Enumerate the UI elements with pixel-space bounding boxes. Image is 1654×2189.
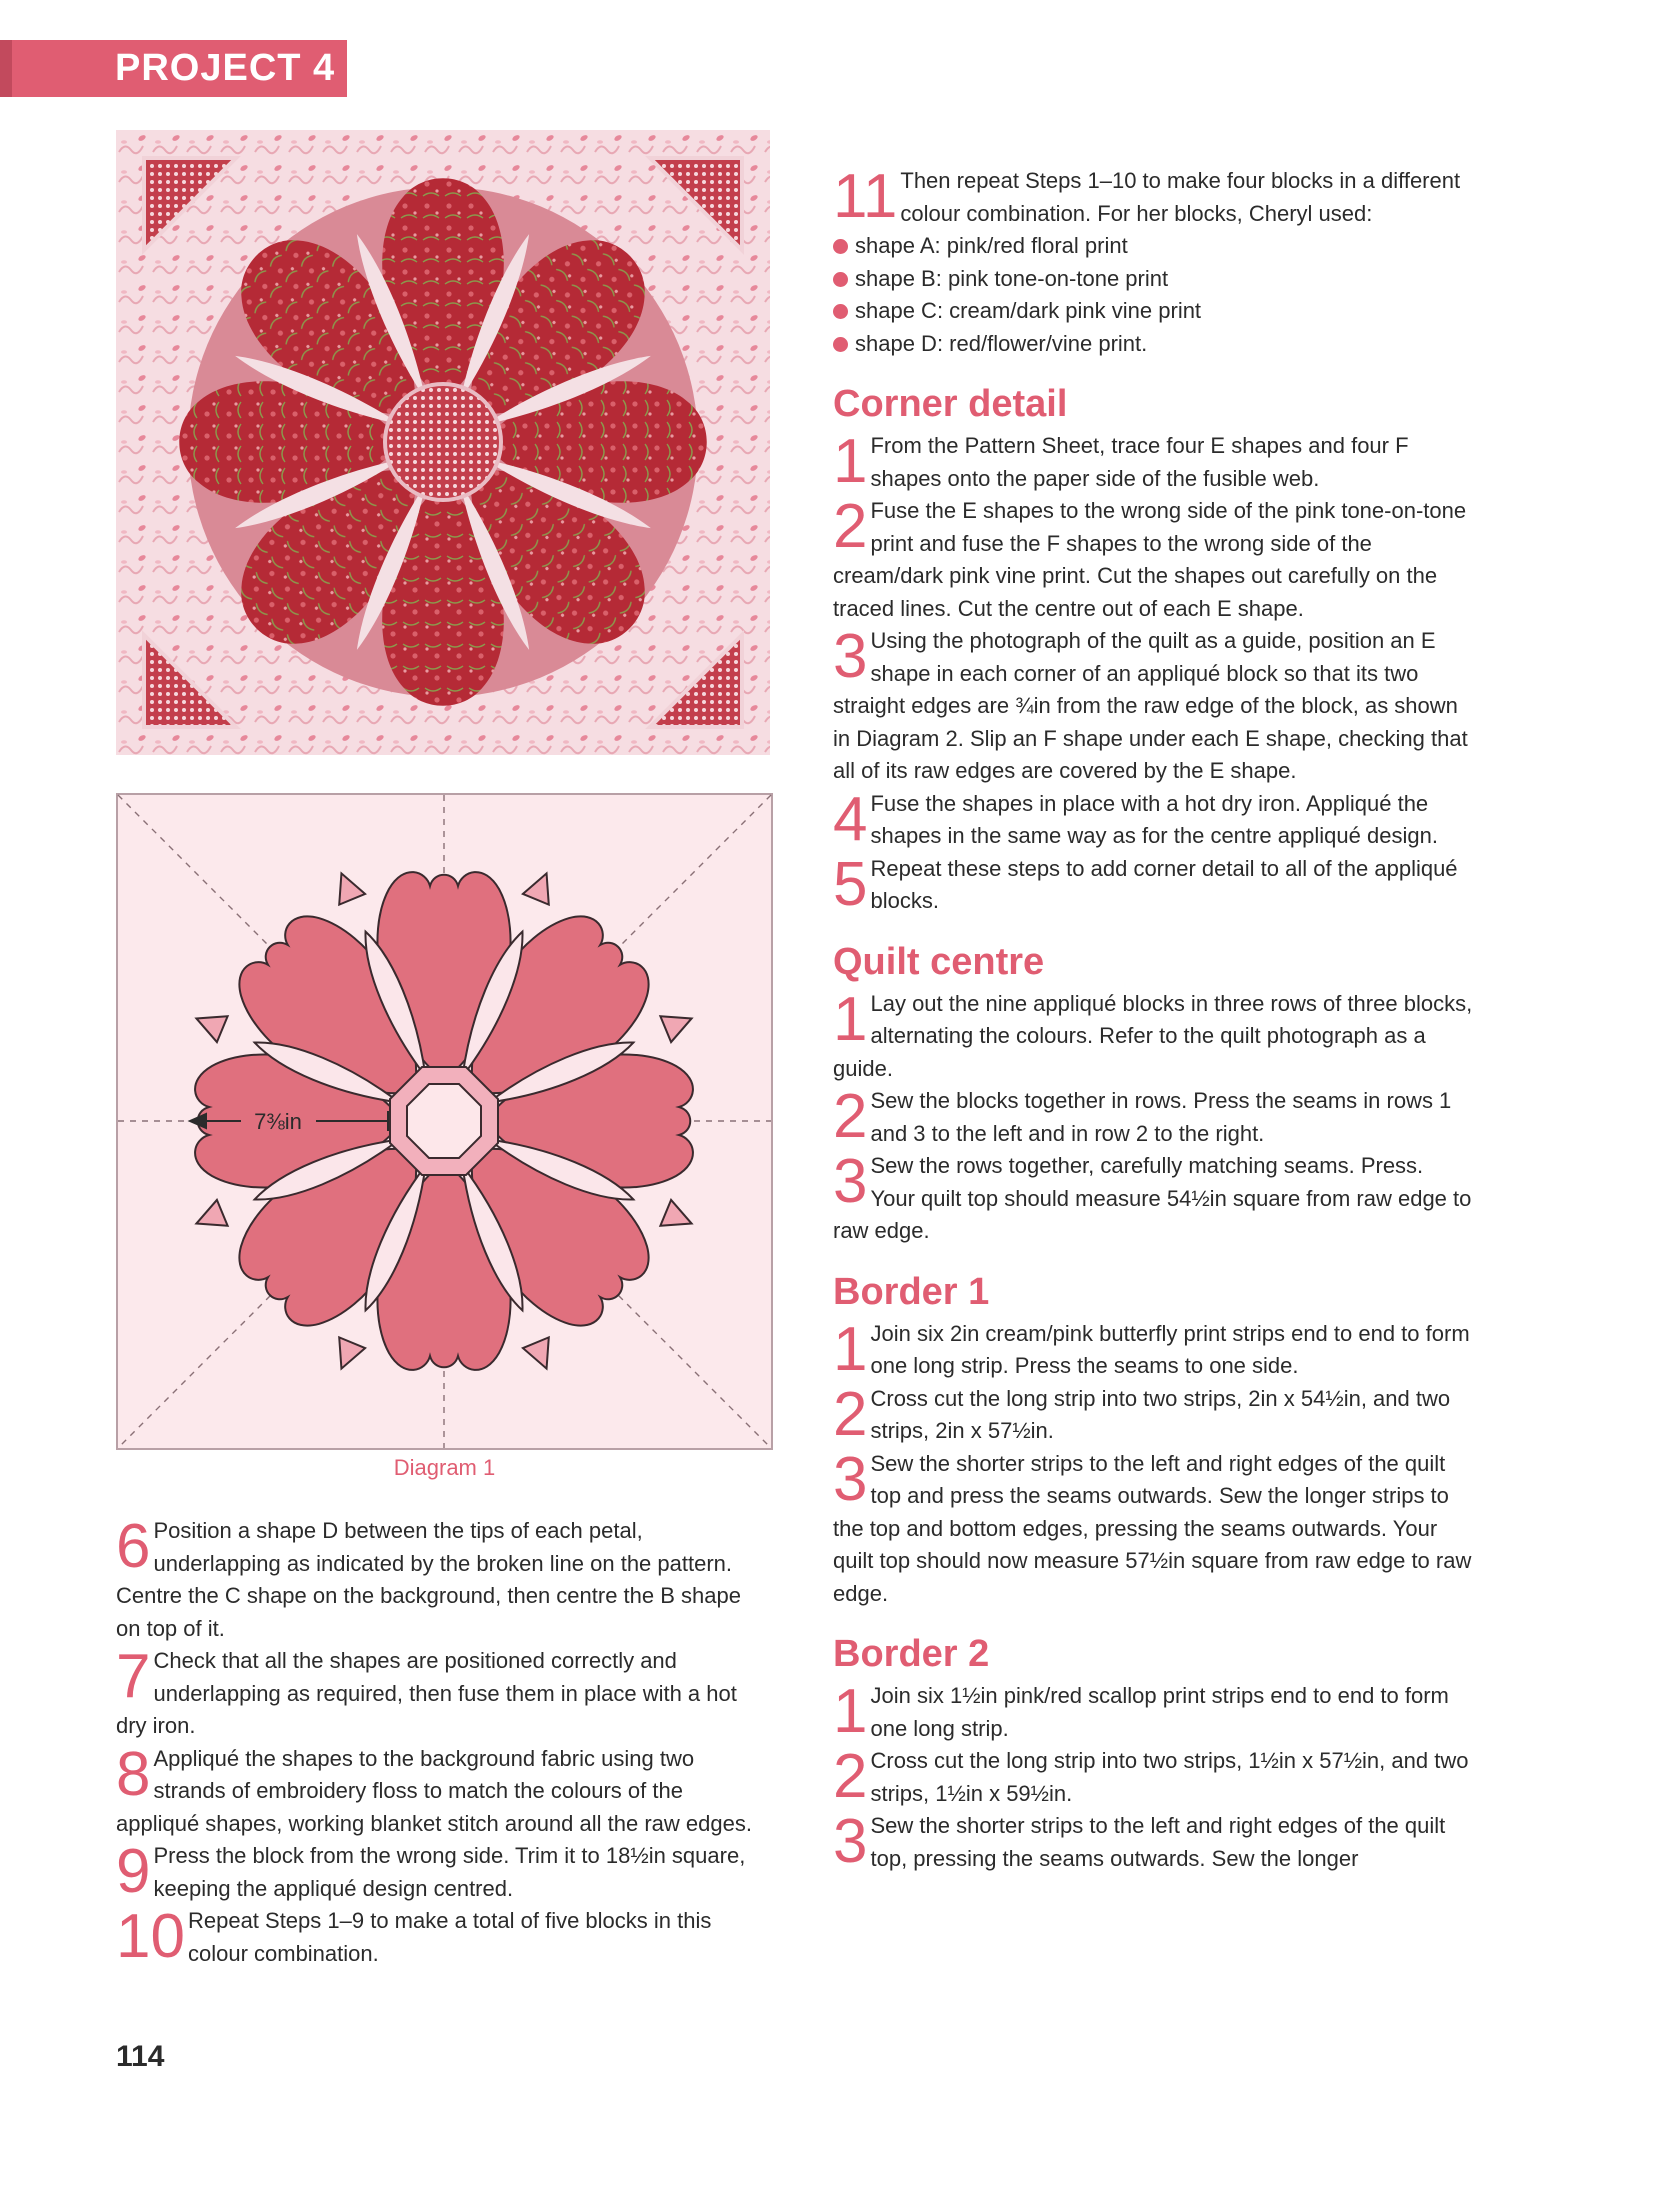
step-number: 3 [833,1444,868,1514]
section-heading-quilt-centre: Quilt centre [833,940,1045,983]
step-text: Then repeat Steps 1–10 to make four blocks in a different colour combination. For her blocks, Cheryl used: [900,168,1461,226]
step-number: 10 [116,1902,185,1971]
step-number: 1 [833,984,868,1054]
list-item: shape A: pink/red floral print [833,230,1473,263]
step-text: Check that all the shapes are positioned correctly and underlapping as required, then fuse them in place with a hot dry iron. [116,1648,737,1738]
step-number: 6 [116,1512,151,1581]
step-text: From the Pattern Sheet, trace four E shapes and four F shapes onto the paper side of the fusible web. [870,433,1409,491]
step-number: 1 [833,1314,868,1384]
step [833,1742,1473,1811]
step [116,1739,770,1841]
list-item: shape B: pink tone-on-tone print [833,263,1473,296]
step [833,1082,1473,1151]
step-number: 7 [116,1642,151,1711]
step-text: Join six 1½in pink/red scallop print strips end to end to form one long strip. [870,1683,1449,1741]
list-item: shape C: cream/dark pink vine print [833,295,1473,328]
step-number: 9 [116,1837,151,1906]
diagram-measure-label: 7⅜in [254,1109,302,1134]
step [833,849,1473,919]
step-text: Position a shape D between the tips of each petal, underlapping as indicated by the broken line on the pattern. Centre the C shape on the background, then centre the B shape on top of it. [116,1518,741,1641]
step [833,427,1473,496]
list-item: shape D: red/flower/vine print. [833,328,1473,361]
step-number: 11 [833,162,898,231]
step-number: 2 [833,1379,868,1449]
step [116,1512,770,1645]
step [833,1677,1473,1746]
step-text: Cross cut the long strip into two strips, 2in x 54½in, and two strips, 2in x 57½in. [870,1385,1451,1443]
page-number: 114 [116,2040,165,2073]
step [833,1444,1473,1611]
fabric-list [833,230,1473,360]
diagram-caption: Diagram 1 [393,1455,496,1480]
step-text: Repeat Steps 1–9 to make a total of five blocks in this colour combination. [187,1908,712,1966]
step [833,492,1473,625]
step [833,784,1473,854]
section-heading-corner-detail: Corner detail [833,383,1068,425]
step-text: Sew the blocks together in rows. Press the seams in rows 1 and 3 to the left and in row 2 to the right. [870,1088,1452,1146]
step [116,1837,770,1906]
section-heading-border-1: Border 1 [833,1270,990,1313]
step-number: 3 [833,622,868,691]
step-number: 8 [116,1739,151,1809]
step-number: 3 [833,1147,868,1216]
step [116,1902,770,1971]
step [833,1807,1473,1876]
step-text: Sew the rows together, carefully matching seams. Press. Your quilt top should measure 54½in square from raw edge to raw edge. [833,1153,1472,1243]
step-number: 2 [833,1082,868,1151]
step-text: Press the block from the wrong side. Trim it to 18½in square, keeping the appliqué design centred. [153,1843,746,1901]
step-text: Using the photograph of the quilt as a guide, position an E shape in each corner of an appliqué block so that its two straight edges are ¾in from the raw edge of the block, as shown in Diagram 2. Slip an F shape under each E shape, checking that all of its raw edges are covered by the E shape. [833,628,1468,783]
step [116,1642,770,1743]
step [833,622,1473,788]
step [833,1314,1473,1384]
step-number: 3 [833,1807,868,1876]
quilt-block-photo [116,130,770,755]
step-number: 5 [833,849,868,919]
step-text: Sew the shorter strips to the left and right edges of the quilt top, pressing the seams outwards. Sew the longer [870,1813,1446,1871]
step [833,1379,1473,1449]
step-text: Repeat these steps to add corner detail to all of the appliqué blocks. [870,855,1458,913]
step-text: Lay out the nine appliqué blocks in three rows of three blocks, alternating the colours. Refer to the quilt photograph as a guide. [833,990,1473,1081]
step [833,162,1473,231]
step-text: Cross cut the long strip into two strips, 1½in x 57½in, and two strips, 1½in x 59½in. [870,1748,1469,1806]
right-column [833,162,1473,1876]
step-text: Join six 2in cream/pink butterfly print strips end to end to form one long strip. Press the seams to one side. [870,1320,1470,1378]
step [833,984,1473,1086]
step-text: Sew the shorter strips to the left and right edges of the quilt top and press the seams outwards. Sew the longer strips to the top and bottom edges, pressing the seams outwards. Your quilt top should now measure 57½in square from raw edge to raw edge. [833,1450,1472,1606]
step-text: Appliqué the shapes to the background fabric using two strands of embroidery floss to match the colours of the appliqué shapes, working blanket stitch around all the raw edges. [116,1745,752,1836]
step [833,1147,1473,1248]
step-text: Fuse the E shapes to the wrong side of the pink tone-on-tone print and fuse the F shapes to the wrong side of the cream/dark pink vine print. Cut the shapes out carefully on the traced lines. Cut the centre out of each E shape. [833,498,1467,621]
diagram-1 [116,793,773,1450]
step-number: 1 [833,427,868,496]
step-text: Fuse the shapes in place with a hot dry iron. Appliqué the shapes in the same way as for the centre appliqué design. [870,790,1438,848]
step-number: 2 [833,1742,868,1811]
section-heading-border-2: Border 2 [833,1633,990,1675]
step-number: 2 [833,492,868,561]
left-column [116,1512,770,1971]
section-tab: PROJECT 4 [0,40,347,97]
step-number: 1 [833,1677,868,1746]
step-number: 4 [833,784,868,854]
